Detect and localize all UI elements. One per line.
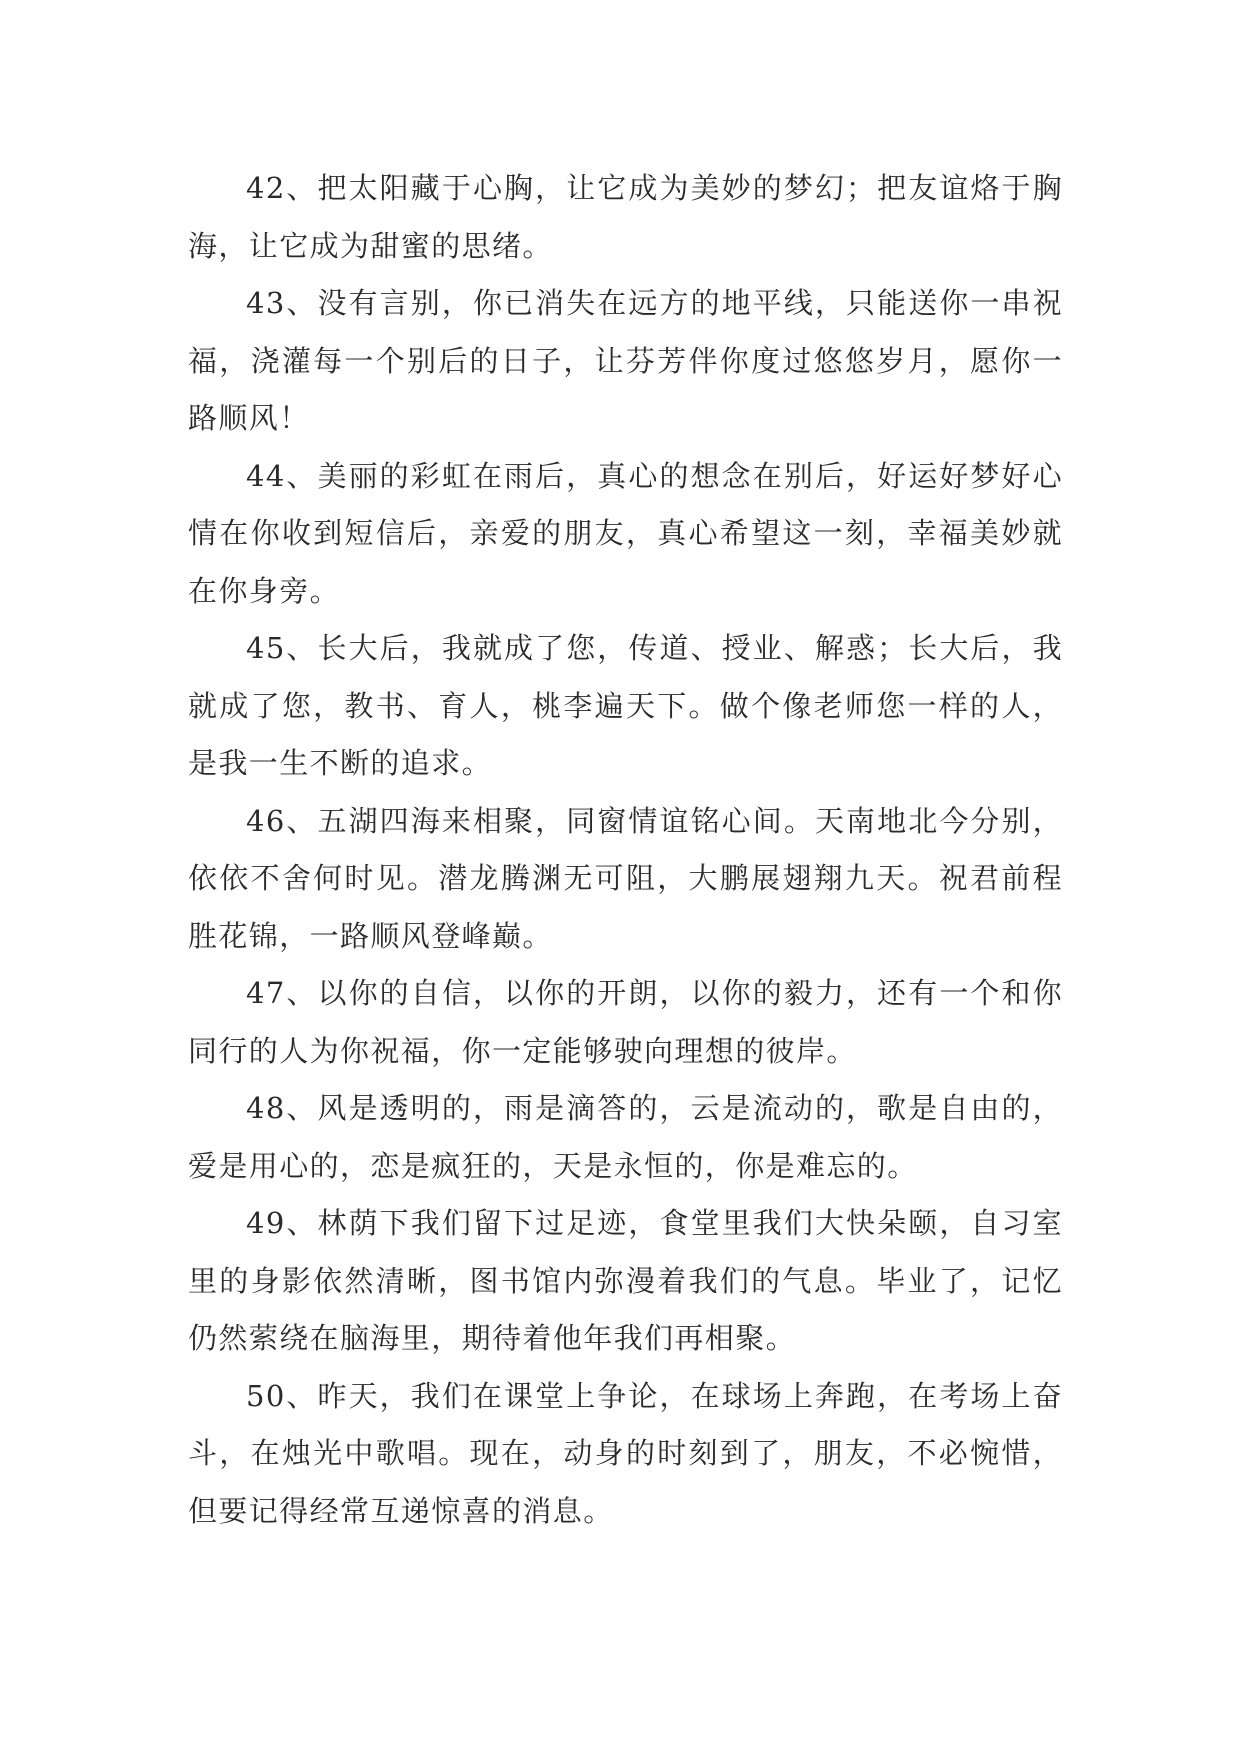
paragraph-47: 47、以你的自信，以你的开朗，以你的毅力，还有一个和你同行的人为你祝福，你一定能够驶向理想的彼岸。	[188, 976, 1063, 1068]
paragraph-50: 50、昨天，我们在课堂上争论，在球场上奔跑，在考场上奋斗，在烛光中歌唱。现在，动身的时刻到了，朋友，不必惋惜，但要记得经常互递惊喜的消息。	[188, 1378, 1063, 1528]
paragraph-49: 49、林荫下我们留下过足迹，食堂里我们大快朵颐，自习室里的身影依然清晰，图书馆内弥漫着我们的气息。毕业了，记忆仍然萦绕在脑海里，期待着他年我们再相聚。	[188, 1206, 1063, 1355]
paragraph-43: 43、没有言别，你已消失在远方的地平线，只能送你一串祝福，浇灌每一个别后的日子，让芬芳伴你度过悠悠岁月，愿你一路顺风！	[188, 286, 1063, 435]
paragraph-44: 44、美丽的彩虹在雨后，真心的想念在别后，好运好梦好心情在你收到短信后，亲爱的朋友，真心希望这一刻，幸福美妙就在你身旁。	[188, 458, 1063, 608]
document-body	[188, 160, 1063, 1540]
paragraph-42: 42、把太阳藏于心胸，让它成为美妙的梦幻；把友谊烙于胸海，让它成为甜蜜的思绪。	[188, 171, 1063, 263]
paragraph-46: 46、五湖四海来相聚，同窗情谊铭心间。天南地北今分别，依依不舍何时见。潜龙腾渊无可阻，大鹏展翅翔九天。祝君前程胜花锦，一路顺风登峰巅。	[188, 803, 1063, 953]
paragraph-48: 48、风是透明的，雨是滴答的，云是流动的，歌是自由的，爱是用心的，恋是疯狂的，天是永恒的，你是难忘的。	[188, 1091, 1063, 1183]
paragraph-45: 45、长大后，我就成了您，传道、授业、解惑；长大后，我就成了您，教书、育人，桃李遍天下。做个像老师您一样的人，是我一生不断的追求。	[188, 631, 1063, 780]
